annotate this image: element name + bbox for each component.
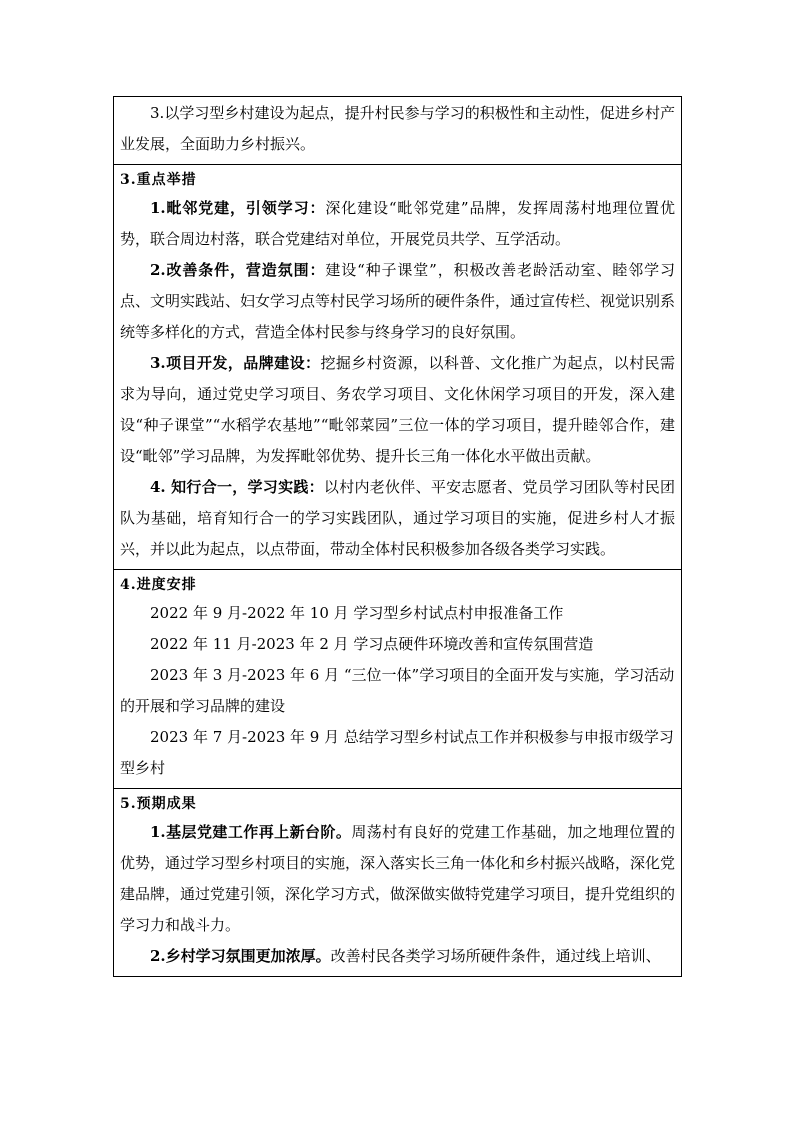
schedule-item-2: 2022 年 11 月-2023 年 2 月 学习点硬件环境改善和宣传氛围营造 bbox=[150, 635, 594, 653]
outcome-item-2 bbox=[120, 941, 675, 972]
section-prev-cell bbox=[113, 96, 682, 165]
schedule-item-3: 2023 年 3 月-2023 年 6 月 “三位一体”学习项目的全面开发与实施，学习活动的开展和学习品牌的建设 bbox=[120, 666, 675, 715]
outcome-item-1-lead: 1.基层党建工作再上新台阶。 bbox=[150, 823, 352, 841]
measure-item-1-lead: 1.毗邻党建，引领学习： bbox=[150, 199, 326, 217]
measure-item-3 bbox=[120, 348, 675, 472]
measure-item-3-lead: 3.项目开发，品牌建设： bbox=[150, 354, 321, 372]
schedule-item-1: 2022 年 9 月-2022 年 10 月 学习型乡村试点村申报准备工作 bbox=[150, 604, 564, 622]
section-4-heading: 4.进度安排 bbox=[120, 577, 197, 593]
section-5-cell bbox=[113, 789, 682, 977]
measure-item-1 bbox=[120, 193, 675, 255]
measure-item-4 bbox=[120, 472, 675, 565]
section-3-cell bbox=[113, 165, 682, 570]
outcome-item-2-text: 改善村民各类学习场所硬件条件，通过线上培训、 bbox=[330, 947, 661, 965]
document-table bbox=[113, 96, 682, 977]
measure-item-2 bbox=[120, 255, 675, 348]
section-4-cell bbox=[113, 570, 682, 789]
section-prev-paragraph: 3.以学习型乡村建设为起点，提升村民参与学习的积极性和主动性，促进乡村产业发展，全面助力乡村振兴。 bbox=[120, 104, 675, 153]
measure-item-2-text: 建设“种子课堂”，积极改善老龄活动室、睦邻学习点、文明实践站、妇女学习点等村民学习场所的硬件条件，通过宣传栏、视觉识别系统等多样化的方式，营造全体村民参与终身学习的良好氛围。 bbox=[120, 261, 676, 341]
schedule-item-4: 2023 年 7 月-2023 年 9 月 总结学习型乡村试点工作并积极参与申报市级学习型乡村 bbox=[120, 728, 674, 777]
section-5-heading: 5.预期成果 bbox=[120, 796, 197, 812]
measure-item-1-text: 深化建设“毗邻党建”品牌，发挥周荡村地理位置优势，联合周边村落，联合党建结对单位，开展党员共学、互学活动。 bbox=[120, 199, 675, 248]
section-3-heading: 3.重点举措 bbox=[120, 172, 197, 188]
outcome-item-1-text: 周荡村有良好的党建工作基础，加之地理位置的优势，通过学习型乡村项目的实施，深入落实长三角一体化和乡村振兴战略，深化党建品牌，通过党建引领，深化学习方式，做深做实做特党建学习项目，提升党组织的学习力和战斗力。 bbox=[120, 823, 676, 934]
measure-item-2-lead: 2.改善条件，营造氛围： bbox=[150, 261, 326, 279]
outcome-item-1 bbox=[120, 817, 675, 941]
outcome-item-2-lead: 2.乡村学习氛围更加浓厚。 bbox=[150, 947, 331, 965]
measure-item-3-text: 挖掘乡村资源，以科普、文化推广为起点，以村民需求为导向，通过党史学习项目、务农学习项目、文化休闲学习项目的开发，深入建设“种子课堂”“水稻学农基地”“毗邻菜园”三位一体的学习项目，提升睦邻合作，建设“毗邻”学习品牌，为发挥毗邻优势、提升长三角一体化水平做出贡献。 bbox=[120, 354, 675, 465]
measure-item-4-lead: 4. 知行合一，学习实践： bbox=[150, 478, 324, 496]
measure-item-4-text: 以村内老伙伴、平安志愿者、党员学习团队等村民团队为基础，培育知行合一的学习实践团队，通过学习项目的实施，促进乡村人才振兴，并以此为起点，以点带面，带动全体村民积极参加各级各类学习实践。 bbox=[120, 478, 675, 558]
